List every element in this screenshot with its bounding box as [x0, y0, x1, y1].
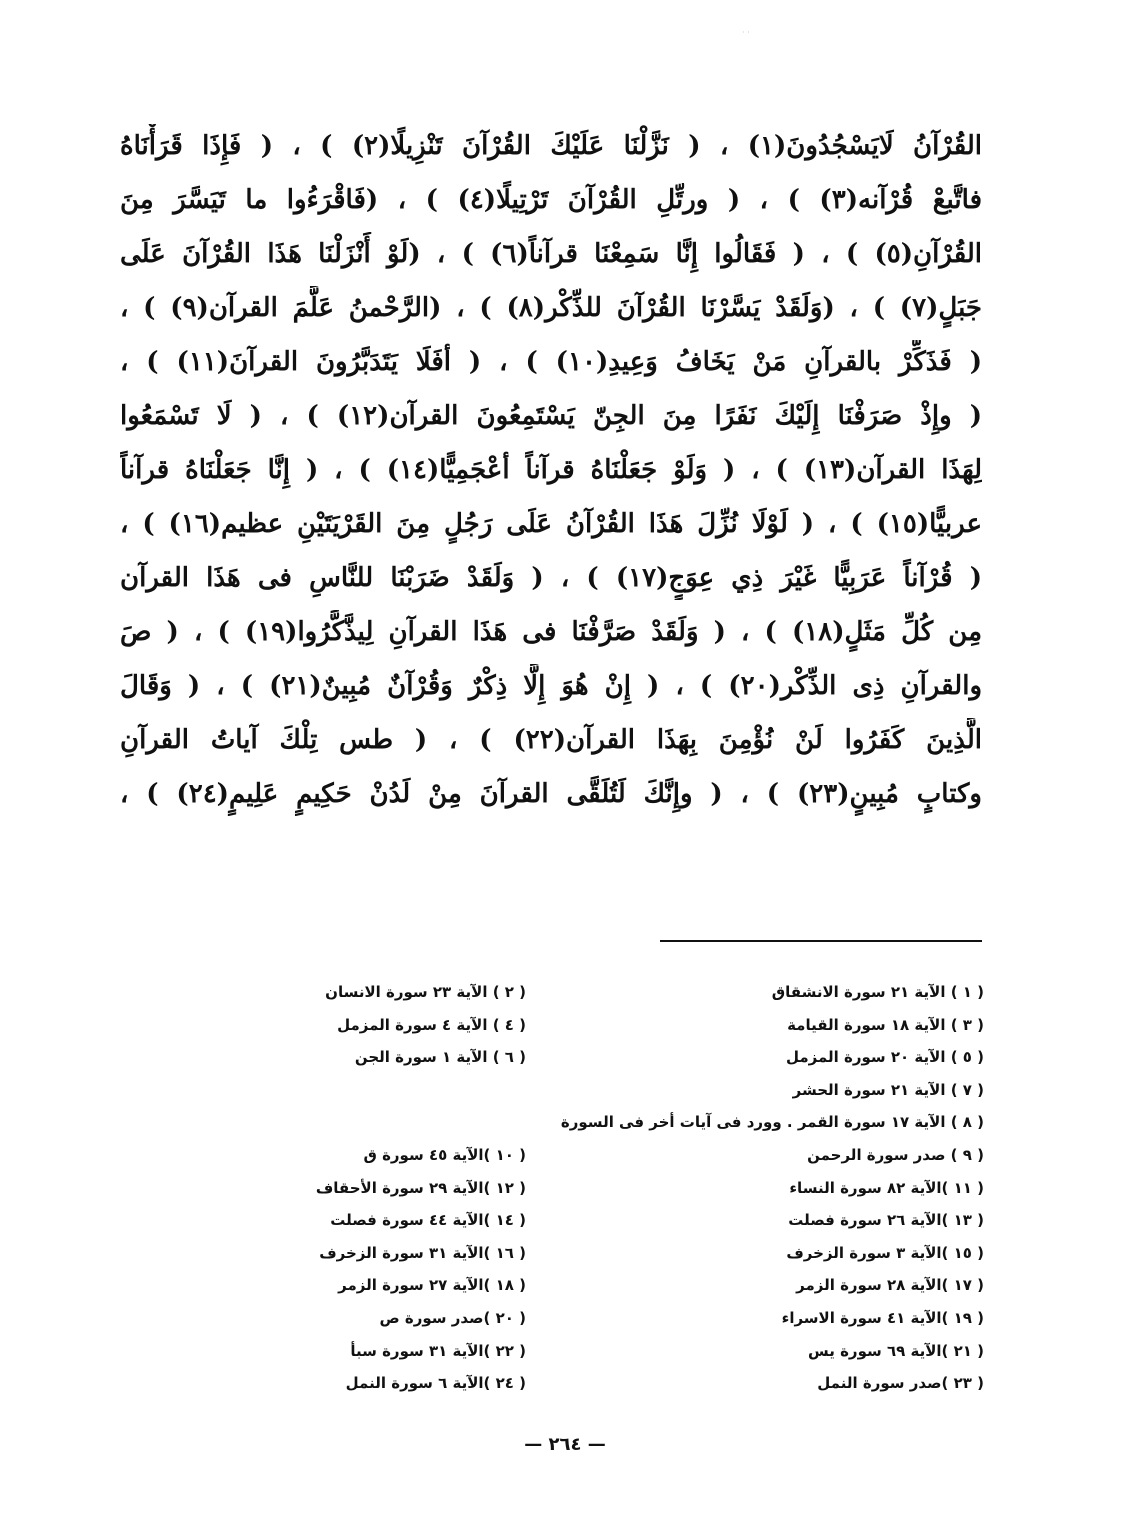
- footnote-row: [280, 1174, 984, 1207]
- text-line-content: جَبَلٍ(٧) ) ، (وَلَقَدْ يَسَّرْنَا القُرْآنَ للذِّكْر(٨) ) ، (الرَّحْمنُ عَلَّمَ القرآن(٩) ) ،: [120, 293, 982, 323]
- text-line-content: الَّذِينَ كَفَرُوا لَنْ نُؤْمِنَ بِهَذَا القرآن(٢٢) ) ، ( طس تِلْكَ آياتُ القرآنِ: [120, 725, 982, 755]
- footnote: ( ٢ ) الآية ٢٣ سورة الانسان: [325, 983, 526, 1001]
- footnote: ( ١٢ )الآية ٢٩ سورة الأحقاف: [315, 1178, 526, 1197]
- footnote-row: [280, 1304, 984, 1337]
- footnote: ( ٤ ) الآية ٤ سورة المزمل: [337, 1015, 526, 1034]
- text-line: [120, 664, 982, 718]
- footnote: ( ١ ) الآية ٢١ سورة الانشقاق: [771, 983, 984, 1001]
- text-line-content: عربيًّا(١٥) ) ، ( لَوْلَا نُزِّلَ هَذَا القُرْآنُ عَلَى رَجُلٍ مِنَ القَرْيَتَيْنِ عظيم(١٦) ) ،: [120, 509, 982, 539]
- footnote-row: [280, 1108, 984, 1141]
- footnote: ( ٥ ) الآية ٢٠ سورة المزمل: [785, 1048, 984, 1067]
- footnote: ( ٢٣ )صدر سورة النمل: [817, 1374, 984, 1393]
- text-line: [120, 502, 982, 556]
- text-line-content: والقرآنِ ذِى الذِّكْر(٢٠) ) ، ( إِنْ هُوَ إِلَّا ذِكْرٌ وَقُرْآنٌ مُبِينٌ(٢١) ) ، ( وَقَالَ: [120, 671, 982, 701]
- text-line-content: فاتَّبعْ قُرْآنه(٣) ) ، ( ورتِّلِ القُرْآنَ تَرْتِيلًا(٤) ) ، (فَاقْرَءُوا ما تَيَسَّرَ مِنَ: [120, 185, 982, 215]
- footnote: ( ٦ ) الآية ١ سورة الجن: [354, 1048, 526, 1067]
- footnote: ( ٢١ )الآية ٦٩ سورة يس: [808, 1341, 984, 1360]
- text-line-content: القُرْآنُ لَايَسْجُدُونَ(١) ، ( نَزَّلْنَا عَلَيْكَ القُرْآنَ تَنْزِيلًا(٢) ) ، ( فَإِذَا قَرَأْنَاهُ: [120, 131, 982, 161]
- scan-speck: · ·: [742, 28, 750, 37]
- text-line-content: ( فَذَكِّرْ بالقرآنِ مَنْ يَخَافُ وَعِيدِ(١٠) ) ، ( أفَلَا يَتَدَبَّرُونَ القرآنَ(١١) ) ،: [120, 347, 982, 377]
- footnote: ( ٢٤ )الآية ٦ سورة النمل: [345, 1374, 526, 1393]
- footnote-row: [280, 1141, 984, 1174]
- footnote-row: [280, 1076, 984, 1109]
- main-text: [120, 124, 982, 826]
- footnote: ( ١٦ )الآية ٣١ سورة الزخرف: [319, 1243, 526, 1262]
- footnote: ( ٩ ) صدر سورة الرحمن: [807, 1145, 984, 1164]
- text-line: [120, 448, 982, 502]
- text-line: [120, 124, 982, 178]
- text-line-content: القُرْآنِ(٥) ) ، ( فَقَالُوا إِنَّا سَمِعْنَا قرآناً(٦) ) ، (لَوْ أَنْزَلْنَا هَذَا القُرْآنَ عَلَى: [120, 239, 982, 269]
- footnote-row: [280, 1043, 984, 1076]
- footnote: ( ٣ ) الآية ١٨ سورة القيامة: [787, 1015, 984, 1034]
- footnote: ( ٨ ) الآية ١٧ سورة القمر . وورد فى آيات أخر فى السورة: [560, 1113, 984, 1132]
- text-line: [120, 394, 982, 448]
- text-line: [120, 556, 982, 610]
- footnote: ( ٧ ) الآية ٢١ سورة الحشر: [792, 1080, 984, 1099]
- text-line: [120, 610, 982, 664]
- footnote: ( ٢٠ )صدر سورة ص: [379, 1308, 526, 1327]
- footnote: ( ١٥ )الآية ٣ سورة الزخرف: [786, 1243, 984, 1262]
- text-line: [120, 178, 982, 232]
- text-line-content: ( قُرْآناً عَرَبِيًّا غَيْرَ ذِي عِوَجٍ(١٧) ) ، ( وَلَقَدْ ضَرَبْنَا للنَّاسِ فى هَذَا القرآن: [120, 563, 982, 593]
- text-line-content: مِن كُلِّ مَثَلٍ(١٨) ) ، ( وَلَقَدْ صَرَّفْنَا فى هَذَا القرآنِ لِيذَّكَّرُوا(١٩) ) ، ( صَ: [120, 617, 982, 647]
- page-number: — ٢٦٤ —: [524, 1434, 606, 1455]
- footnote: ( ١٣ )الآية ٢٦ سورة فصلت: [788, 1211, 984, 1230]
- footnote: ( ١٩ )الآية ٤١ سورة الاسراء: [781, 1308, 984, 1327]
- text-line: [120, 286, 982, 340]
- footnote-row: [280, 1337, 984, 1370]
- footnote: ( ١٠ )الآية ٤٥ سورة ق: [363, 1145, 526, 1164]
- footnote: ( ١٨ )الآية ٢٧ سورة الزمر: [338, 1276, 526, 1295]
- footnote-separator: [660, 940, 982, 942]
- footnote: ( ١١ )الآية ٨٢ سورة النساء: [789, 1178, 984, 1197]
- text-line-content: لِهَذَا القرآن(١٣) ) ، ( وَلَوْ جَعَلْنَاهُ قرآناً أعْجَمِيًّا(١٤) ) ، ( إِنَّا جَعَلْنَاهُ قرآناً: [120, 455, 982, 485]
- text-line: [120, 340, 982, 394]
- footnote-row: [280, 978, 984, 1011]
- footnote-row: [280, 1369, 984, 1402]
- text-line-content: ( وإِذْ صَرَفْنَا إِلَيْكَ نَفَرًا مِنَ الجِنّ يَسْتَمِعُونَ القرآن(١٢) ) ، ( لَا تَسْمَعُوا: [120, 401, 982, 431]
- footnote: ( ١٧ )الآية ٢٨ سورة الزمر: [796, 1276, 984, 1295]
- footnote-row: [280, 1239, 984, 1272]
- footnote: ( ١٤ )الآية ٤٤ سورة فصلت: [330, 1211, 526, 1230]
- text-line: [120, 232, 982, 286]
- footnote-row: [280, 1011, 984, 1044]
- text-line: [120, 772, 982, 826]
- text-line: [120, 718, 982, 772]
- footnote-row: [280, 1271, 984, 1304]
- footnote-row: [280, 1206, 984, 1239]
- footnotes: [280, 978, 984, 1402]
- text-line-content: وكتابٍ مُبِينٍ(٢٣) ) ، ( وإِنَّكَ لَتُلَقَّى القرآنَ مِنْ لَدُنْ حَكِيمٍ عَلِيمٍ(٢٤) ) ،: [120, 779, 982, 809]
- footnote: ( ٢٢ )الآية ٣١ سورة سبأ: [350, 1341, 526, 1360]
